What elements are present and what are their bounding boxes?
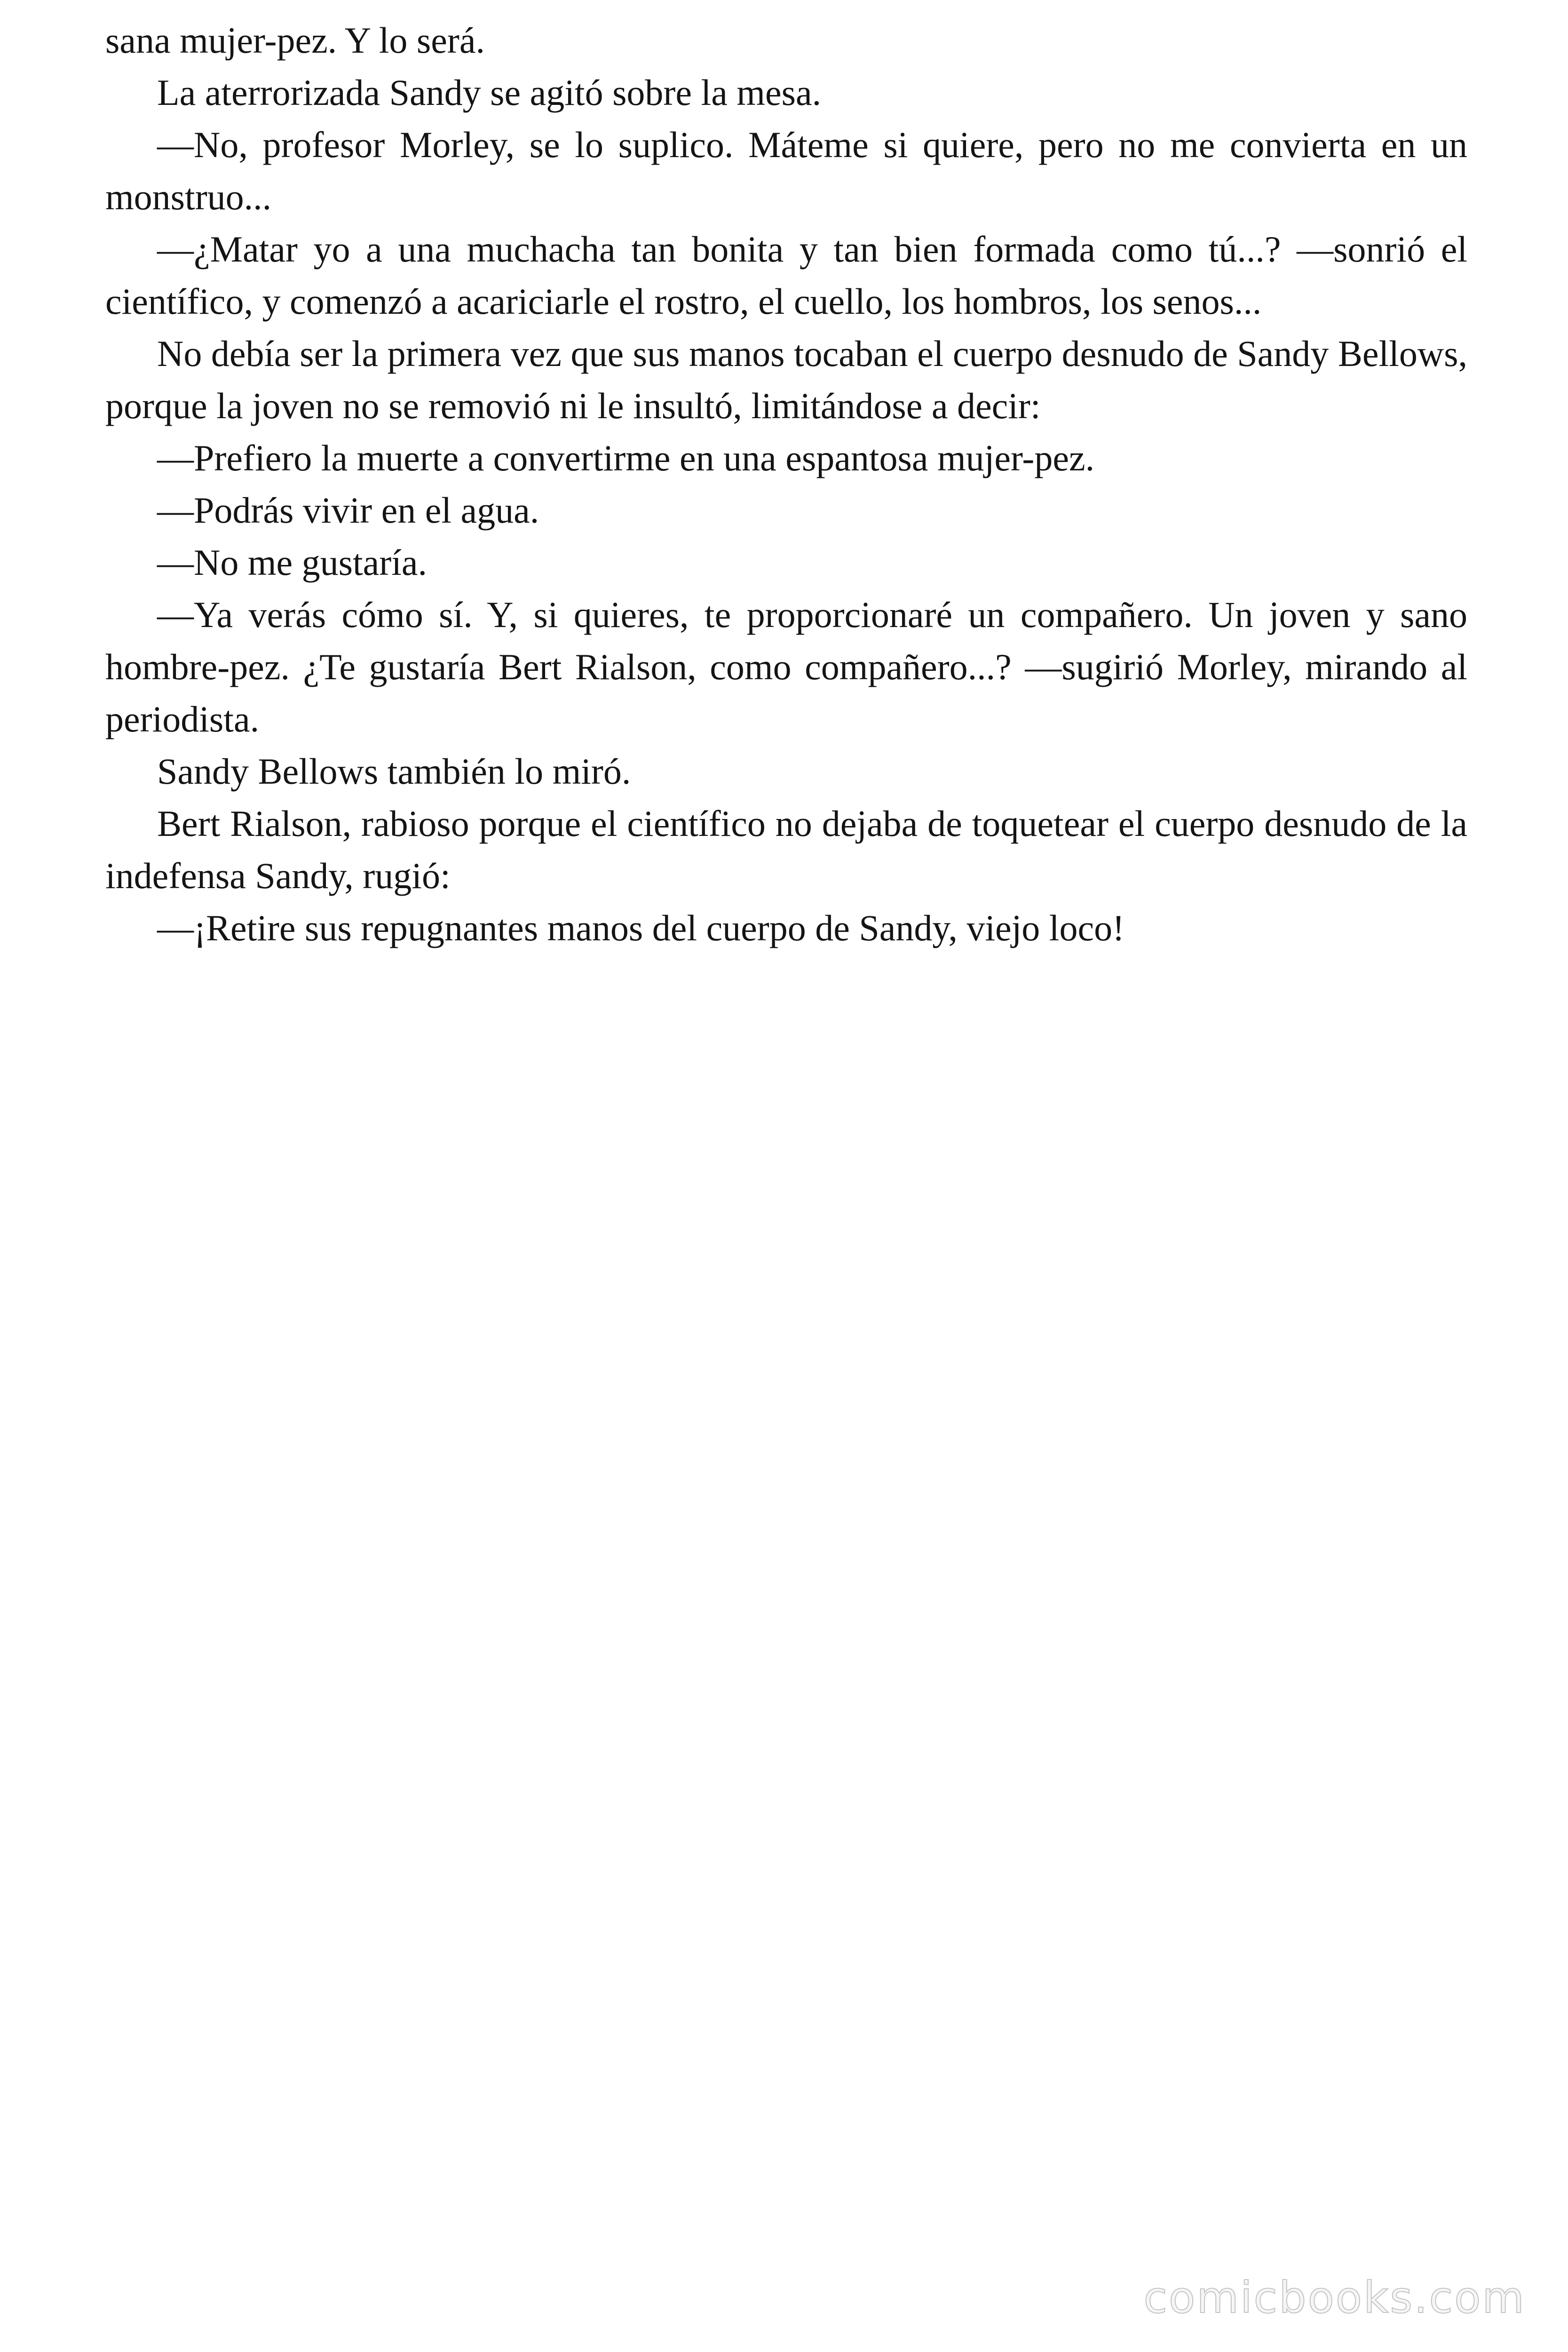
dialogue-paragraph: —No me gustaría. (157, 542, 428, 583)
dialogue-paragraph: —No, profesor Morley, se lo suplico. Máteme si quiere, pero no me convierta en un monstruo... (105, 124, 1467, 217)
paragraph: Bert Rialson, rabioso porque el científico no dejaba de toquetear el cuerpo desnudo de la indefensa Sandy, rugió: (105, 803, 1467, 896)
paragraph-continuation: sana mujer-pez. Y lo será. (105, 20, 485, 61)
paragraph: La aterrorizada Sandy se agitó sobre la mesa. (157, 72, 822, 113)
dialogue-paragraph: —¡Retire sus repugnantes manos del cuerpo de Sandy, viejo loco! (157, 907, 1125, 948)
dialogue-paragraph: —¿Matar yo a una muchacha tan bonita y tan bien formada como tú...? —sonrió el científico, y comenzó a acariciarle el rostro, el cuello, los hombros, los senos... (105, 229, 1467, 322)
page-body (105, 14, 1467, 954)
dialogue-paragraph: —Podrás vivir en el agua. (157, 490, 539, 531)
paragraph: No debía ser la primera vez que sus manos tocaban el cuerpo desnudo de Sandy Bellows, porque la joven no se removió ni le insultó, limitándose a decir: (105, 333, 1467, 426)
paragraph: Sandy Bellows también lo miró. (157, 751, 631, 792)
dialogue-paragraph: —Ya verás cómo sí. Y, si quieres, te proporcionaré un compañero. Un joven y sano hombre-pez. ¿Te gustaría Bert Rialson, como compañero...? —sugirió Morley, mirando al periodista. (105, 594, 1467, 739)
dialogue-paragraph: —Prefiero la muerte a convertirme en una espantosa mujer-pez. (157, 437, 1095, 478)
watermark-logo: comicbooks.com (1143, 2273, 1526, 2323)
